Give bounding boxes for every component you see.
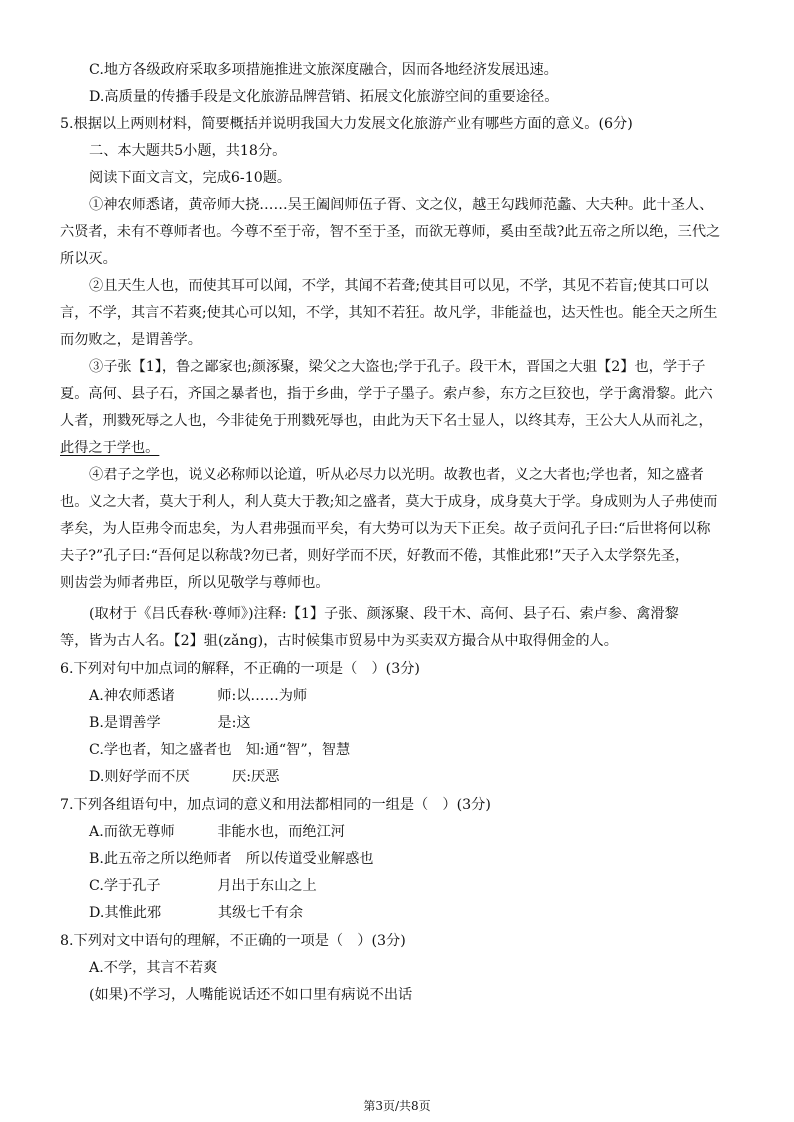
passage-line: 孝矣，为人臣弗令而忠矣，为人君弗强而平矣，有大势可以为天下正矣。故子贡问孔子曰:“后世将何以称: [60, 521, 711, 537]
passage-line: 人者，刑戮死辱之人也，今非徒免于刑戮死辱也，由此为天下名士显人，以终其寿，王公大人从而礼之，: [60, 413, 713, 429]
question-8-option-a-translation: (如果)不学习，人嘴能说话还不如口里有病说不出话: [89, 987, 413, 1003]
question-5: 5.根据以上两则材料，简要概括并说明我国大力发展文化旅游产业有哪些方面的意义。(6分): [60, 116, 633, 132]
question-6-option-d: D.则好学而不厌 厌:厌恶: [89, 769, 280, 785]
question-8: 8.下列对文中语句的理解，不正确的一项是（ ）(3分): [60, 933, 406, 949]
reading-instruction: 阅读下面文言文，完成6-10题。: [89, 170, 292, 186]
passage-line: 则齿尝为师者弗臣，所以见敬学与尊师也。: [60, 575, 330, 591]
source-note: 等，皆为古人名。【2】驵(zǎng)，古时候集市贸易中为买卖双方撮合从中取得佣金的人。: [60, 633, 618, 649]
source-note: (取材于《吕氏春秋·尊师》)注释:【1】子张、颜涿聚、段干木、高何、县子石、索卢参、禽滑黎: [89, 606, 679, 622]
passage-line: ③子张【1】，鲁之鄙家也;颜涿聚，梁父之大盗也;学于孔子。段干木，晋国之大驵【2】也，学于子: [89, 359, 706, 375]
passage-line: ②且天生人也，而使其耳可以闻，不学，其闻不若聋;使其目可以见，不学，其见不若盲;使其口可以: [89, 278, 709, 294]
option-d-text: D.高质量的传播手段是文化旅游品牌营销、拓展文化旅游空间的重要途径。: [89, 89, 559, 105]
question-6-option-b: B.是谓善学 是:这: [89, 715, 251, 731]
page-number: 第3页/共8页: [363, 1099, 431, 1113]
question-7-option-b: B.此五帝之所以绝师者 所以传道受业解惑也: [89, 851, 374, 867]
passage-line: 夫子?”孔子曰:“吾何足以称哉?勿已者，则好学而不厌，好教而不倦，其惟此邪!”天子入太学祭先圣，: [60, 548, 690, 564]
passage-line: 六贤者，未有不尊师者也。今尊不至于帝，智不至于圣，而欲无尊师，奚由至哉?此五帝之所以绝，三代之: [60, 224, 721, 240]
question-7-option-d: D.其惟此邪 其级七千有余: [89, 905, 304, 921]
passage-line: 夏。高何、县子石，齐国之暴者也，指于乡曲，学于子墨子。索卢参，东方之巨狡也，学于禽滑黎。此六: [60, 386, 713, 402]
passage-line: 也。义之大者，莫大于利人，利人莫大于教;知之盛者，莫大于成身，成身莫大于学。身成则为人子弗使而: [60, 494, 718, 510]
passage-line: ④君子之学也，说义必称师以论道，听从必尽力以光明。故教也者，义之大者也;学也者，知之盛者: [89, 467, 704, 483]
question-6-option-a: A.神农师悉诸 师:以……为师: [89, 688, 308, 704]
question-6-option-c: C.学也者，知之盛者也 知:通“智”，智慧: [89, 742, 351, 758]
passage-line: ①神农师悉诸，黄帝师大挠……吴王阖闾师伍子胥、文之仪，越王勾践师范蠡、大夫种。此十圣人、: [89, 197, 714, 213]
passage-line: 而勿败之，是谓善学。: [60, 332, 202, 348]
question-7: 7.下列各组语句中，加点词的意义和用法都相同的一组是（ ）(3分): [60, 797, 491, 813]
question-7-option-c: C.学于孔子 月出于东山之上: [89, 878, 317, 894]
passage-line: 言，不学，其言不若爽;使其心可以知，不学，其知不若狂。故凡学，非能益也，达天性也。能全天之所生: [60, 305, 718, 321]
section-heading: 二、本大题共5小题，共18分。: [89, 143, 287, 159]
passage-line: 所以灭。: [60, 251, 117, 267]
question-6: 6.下列对句中加点词的解释，不正确的一项是（ ）(3分): [60, 661, 420, 677]
question-8-option-a: A.不学，其言不若爽: [89, 960, 218, 976]
passage-line-underlined: 此得之于学也。: [60, 440, 160, 456]
question-7-option-a: A.而欲无尊师 非能水也，而绝江河: [89, 824, 345, 840]
option-c-text: C.地方各级政府采取多项措施推进文旅深度融合，因而各地经济发展迅速。: [89, 62, 558, 78]
